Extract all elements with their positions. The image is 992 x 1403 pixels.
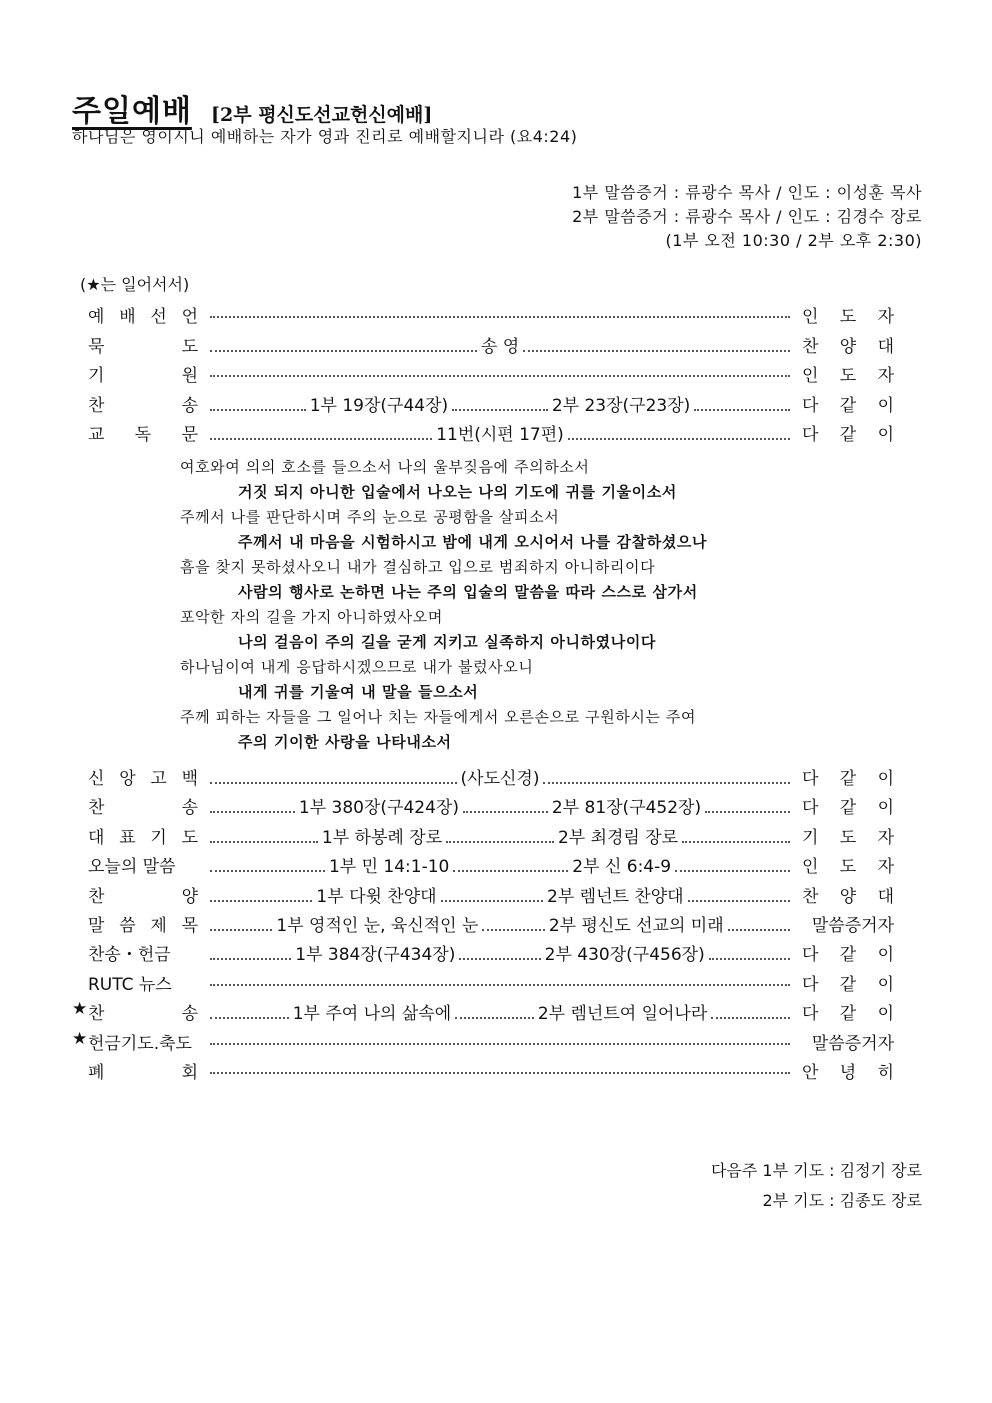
dot-leader [441,886,543,902]
order-item-label [88,391,198,416]
detail-text-part1: 1부 영적인 눈, 육신적인 눈 [276,916,479,936]
dot-leader [210,336,477,352]
order-row [80,764,894,790]
dot-leader [210,302,790,318]
detail-text: (사도신경) [460,769,540,789]
page-title: 주일예배 [72,94,192,129]
label-char: 양 [181,886,198,907]
next-week-prayer-1: 다음주 1부 기도 : 김정기 장로 [710,1161,922,1180]
leader-char: 대 [877,336,894,357]
order-row [80,852,894,878]
dot-leader [210,768,457,784]
order-item-detail [206,1029,794,1045]
order-item-leader [802,1058,894,1083]
leader-char: 양 [839,336,857,357]
reading-leader-line: 여호와여 의의 호소를 들으소서 나의 울부짖음에 주의하소서 [180,458,590,476]
dot-leader [210,886,312,902]
order-item-detail [206,361,794,377]
leader-char: 도 [839,366,857,386]
order-item-detail [206,823,794,848]
leader-char: 다 [802,395,819,416]
order-row [80,332,894,358]
detail-text-part2: 2부 430장(구456장) [544,945,705,966]
order-item-label [88,793,198,818]
order-item-detail [206,332,794,357]
label-char: 배 [119,307,136,327]
detail-text-part1: 1부 민 14:1-10 [328,857,450,878]
order-item-label [88,1058,198,1083]
label-char: 송 [181,798,198,819]
dot-leader [446,827,554,843]
leader-char: 도 [839,827,857,848]
leader-char: 같 [839,1004,857,1025]
label-char: 도 [181,336,198,357]
label-char: 독 [134,425,152,445]
leader-char: 같 [839,395,857,416]
leader-char: 이 [877,1004,894,1025]
order-item-leader [802,823,894,848]
page-subtitle: [2부 평신도선교헌신예배] [211,104,433,126]
detail-text-part2: 2부 신 6:4-9 [572,857,672,878]
dot-leader [210,1029,790,1045]
leader-char: 인 [802,366,819,386]
order-item-label [88,361,198,386]
dot-leader [210,856,325,872]
leader-char: 대 [877,886,894,907]
order-row [80,970,894,996]
service-times: (1부 오전 10:30 / 2부 오후 2:30) [665,231,922,250]
leader-char: 도 [839,857,857,878]
dot-leader [210,1003,289,1019]
label-char: 신 [88,769,105,789]
order-item-label [88,970,198,995]
leader-char: 같 [839,945,857,966]
reading-congregation-line: 거짓 되지 아니한 입술에서 나오는 나의 기도에 귀를 기울이소서 [238,483,677,501]
order-item-label [88,420,198,445]
order-item-detail [206,420,794,445]
detail-text-part2: 2부 81장(구452장) [551,798,702,819]
reading-congregation-line: 내게 귀를 기울여 내 말을 들으소서 [238,683,479,701]
leader-char: 다 [802,769,819,789]
label-char: 예 [88,307,105,327]
order-row [80,302,894,328]
leader-char: 같 [839,769,857,789]
label-char: 문 [181,425,198,445]
order-item-label [88,823,198,848]
order-row [80,823,894,849]
dot-leader [568,424,790,440]
reading-leader-line: 주께서 나를 판단하시며 주의 눈으로 공평함을 살피소서 [180,508,560,526]
order-item-leader [802,764,894,789]
order-item-leader [802,302,894,327]
leader-char: 기 [802,827,819,848]
reading-congregation-line: 주께서 내 마음을 시험하시고 밤에 내게 오시어서 나를 감찰하셨으나 [238,533,708,551]
leader-char: 양 [839,886,857,907]
leader-char: 인 [802,307,819,327]
reading-congregation-line: 사람의 행사로 논하면 나는 주의 입술의 말씀을 따라 스스로 삼가서 [238,583,698,601]
order-item-detail [206,852,794,877]
label-char: 제 [150,916,167,936]
dot-leader [523,336,790,352]
label-char: 대 [88,827,105,848]
order-item-detail [206,764,794,789]
order-row [80,420,894,446]
dot-leader [482,915,544,931]
detail-text-part2: 2부 최경림 장로 [557,827,679,848]
order-item-leader [802,1029,894,1054]
dot-leader [463,797,548,813]
label-char: 찬 [88,395,105,416]
leader-char: 다 [802,1004,819,1025]
order-row [80,1058,894,1084]
order-item-label [88,764,198,789]
preacher-line-2: 2부 말씀증거 : 류광수 목사 / 인도 : 김경수 장로 [572,207,922,226]
order-item-label [88,1029,198,1054]
order-row [80,882,894,908]
detail-text-part2: 2부 렘넌트여 일어나라 [537,1004,708,1025]
order-item-leader [802,361,894,386]
leader-char: 말씀증거자 [811,1033,894,1054]
order-row [80,793,894,819]
reading-leader-line: 주께 피하는 자들을 그 일어나 치는 자들에게서 오른손으로 구원하시는 주여 [180,708,697,726]
leader-char: 같 [839,798,857,819]
leader-char: 이 [877,798,894,819]
leader-char: 자 [877,857,894,878]
order-item-label [88,852,198,877]
order-item-label [88,911,198,936]
label-char: 씀 [119,916,136,936]
order-item-leader [802,882,894,907]
order-item-label [88,882,198,907]
order-item-detail [206,999,794,1024]
order-row [80,911,894,937]
leader-char: 다 [802,974,819,995]
order-item-detail [206,911,794,936]
leader-char: 찬 [802,336,819,357]
reading-leader-line: 포악한 자의 길을 가지 아니하였사오며 [180,608,443,626]
order-row [80,361,894,387]
label-char: 헌금기도.축도 [88,1033,192,1054]
leader-char: 녕 [839,1063,857,1083]
label-char: 표 [119,827,136,848]
label-char: 찬 [88,886,105,907]
reading-leader-line: 흠을 찾지 못하셨사오니 내가 결심하고 입으로 범죄하지 아니하리이다 [180,558,656,576]
dot-leader [543,768,790,784]
order-item-leader [802,391,894,416]
detail-text-part1: 1부 380장(구424장) [298,798,459,819]
order-item-leader [802,999,894,1024]
leader-char: 다 [802,945,819,966]
label-char: RUTC 뉴스 [88,974,172,995]
dot-leader [210,361,790,377]
order-item-detail [206,391,794,416]
standing-star-icon: ★ [72,1028,88,1049]
label-char: 목 [181,916,198,936]
theme-verse: 하나님은 영이시니 예배하는 자가 영과 진리로 예배할지니라 (요4:24) [72,127,578,146]
label-char: 묵 [88,336,105,357]
order-item-leader [802,970,894,995]
standing-star-icon: ★ [72,999,88,1020]
detail-text-part2: 2부 23장(구23장) [551,395,691,416]
dot-leader [453,856,568,872]
label-char: 송 [181,1004,198,1025]
dot-leader [210,827,318,843]
label-char: 송 [181,395,198,416]
order-item-detail [206,793,794,818]
label-char: 고 [150,769,167,789]
leader-char: 이 [877,974,894,995]
label-char: 언 [181,307,198,327]
leader-char: 같 [839,974,857,995]
label-char: 회 [181,1063,198,1083]
detail-text-part1: 1부 다윗 찬양대 [316,886,437,907]
label-char: 선 [150,307,167,327]
leader-char: 같 [839,425,857,445]
leader-char: 말씀증거자 [811,916,894,936]
dot-leader [452,395,548,411]
label-char: 앙 [119,769,136,789]
detail-text-part1: 1부 384장(구434장) [295,945,456,966]
detail-text-part1: 1부 주여 나의 삶속에 [292,1004,452,1025]
label-char: 기 [88,366,105,386]
order-item-detail [206,940,794,965]
label-char: 원 [181,366,198,386]
leader-char: 다 [802,798,819,819]
leader-char: 안 [802,1063,819,1083]
order-item-detail [206,970,794,986]
label-char: 백 [181,769,198,789]
order-row [72,999,894,1025]
dot-leader [711,1003,790,1019]
detail-text: 송 영 [480,336,520,357]
detail-text-part2: 2부 평신도 선교의 미래 [548,916,724,936]
label-char: 찬 [88,798,105,819]
label-char: 기 [150,827,167,848]
dot-leader [459,944,540,960]
label-char: 오늘의 말씀 [88,857,176,878]
order-item-label [88,302,198,327]
dot-leader [210,915,272,931]
dot-leader [210,970,790,986]
reading-congregation-line: 주의 기이한 사랑을 나타내소서 [238,733,452,751]
dot-leader [210,944,291,960]
leader-char: 자 [877,307,894,327]
dot-leader [728,915,790,931]
leader-char: 인 [802,857,819,878]
leader-char: 도 [839,307,857,327]
order-item-leader [802,852,894,877]
order-item-label [88,940,198,965]
label-char: 찬 [88,1004,105,1025]
leader-char: 찬 [802,886,819,907]
detail-text-part1: 1부 19장(구44장) [309,395,449,416]
label-char: 폐 [88,1063,105,1083]
leader-char: 이 [877,425,894,445]
next-week-prayer-2: 2부 기도 : 김종도 장로 [762,1191,922,1210]
leader-char: 자 [877,366,894,386]
leader-char: 자 [877,827,894,848]
leader-char: 이 [877,395,894,416]
order-item-detail [206,882,794,907]
order-row [80,940,894,966]
order-item-detail [206,302,794,318]
detail-text-part1: 1부 하봉례 장로 [321,827,443,848]
preacher-line-1: 1부 말씀증거 : 류광수 목사 / 인도 : 이성훈 목사 [572,183,922,202]
detail-text-part2: 2부 렘넌트 찬양대 [547,886,684,907]
leader-char: 다 [802,425,819,445]
dot-leader [688,886,790,902]
label-char: 교 [88,425,105,445]
leader-char: 이 [877,769,894,789]
dot-leader [705,797,790,813]
reading-leader-line: 하나님이여 내게 응답하시겠으므로 내가 불렀사오니 [180,658,534,676]
order-item-leader [802,911,894,936]
order-item-detail [206,1058,794,1074]
standing-note: (★는 일어서서) [80,275,190,294]
leader-char: 히 [877,1063,894,1083]
detail-text: 11번(시편 17편) [436,425,564,445]
dot-leader [210,1058,790,1074]
reading-congregation-line: 나의 걸음이 주의 길을 굳게 지키고 실족하지 아니하였나이다 [238,633,657,651]
dot-leader [210,797,295,813]
order-item-label [88,332,198,357]
dot-leader [682,827,790,843]
label-char: 찬송・헌금 [88,945,171,966]
order-item-leader [802,793,894,818]
order-row [72,1028,894,1055]
label-char: 말 [88,916,105,936]
order-item-label [88,999,198,1024]
dot-leader [455,1003,534,1019]
dot-leader [709,944,790,960]
dot-leader [210,395,306,411]
order-item-leader [802,332,894,357]
dot-leader [210,424,432,440]
dot-leader [675,856,790,872]
order-item-leader [802,420,894,445]
leader-char: 이 [877,945,894,966]
dot-leader [694,395,790,411]
label-char: 도 [181,827,198,848]
order-row [80,391,894,417]
order-item-leader [802,940,894,965]
